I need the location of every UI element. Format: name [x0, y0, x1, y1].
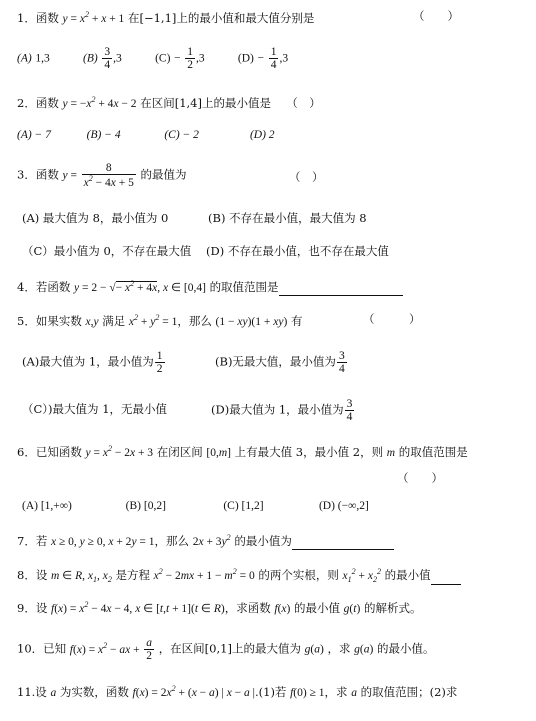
- q5-d-num: 3: [346, 398, 353, 410]
- q1-b-fraction: [102, 46, 112, 71]
- q4-stem: 4．若函数: [17, 280, 71, 294]
- q1-b-den: 4: [104, 59, 111, 72]
- q2-options: [17, 128, 517, 143]
- q10-mid2: ，求: [327, 641, 351, 656]
- q5-stem: 5．如果实数: [17, 314, 82, 328]
- q6-option-c: (C) [1,2]: [223, 500, 264, 512]
- q11-stem: 11.设: [17, 685, 47, 699]
- q8-condition: m ∈ R, $x_1$, $x_2$: [50, 570, 112, 584]
- q9-mid: ，求函数: [224, 601, 271, 615]
- q3-fraction: [82, 162, 136, 189]
- q1-c-num: 1: [187, 46, 193, 58]
- q2-line: [17, 95, 321, 112]
- q5-option-b: [215, 350, 348, 375]
- q2-paren: （ ）: [286, 96, 321, 110]
- q9-line: [17, 600, 421, 617]
- q2-option-d: (D) 2: [249, 129, 275, 141]
- q4-formula: y = 2 − √− $x^2 + 4x$, x ∈ [0,4]: [73, 279, 206, 294]
- q5-condition: $x^2 + y^2 = 1$: [128, 313, 178, 328]
- q11-a: a: [50, 687, 57, 699]
- q5-a-num: 1: [156, 350, 163, 362]
- q6-m: m: [386, 447, 396, 459]
- q1-c-label: (C): [155, 52, 171, 65]
- q1-d-label: (D): [237, 52, 254, 65]
- q6-option-b: (B) [0,2]: [125, 500, 166, 512]
- q1-b-label: (B): [83, 52, 98, 65]
- q11-tail: 的取值范围；(2)求: [360, 685, 458, 699]
- q3-denominator: $x^2 - 4x + 5$: [83, 174, 134, 190]
- q1-d-tail: ,3: [279, 52, 289, 65]
- q5-b-den: 4: [338, 363, 345, 376]
- q7-condition: x ≥ 0, y ≥ 0, x + 2y = 1: [50, 536, 155, 548]
- q4-line: [17, 279, 403, 296]
- q1-paren: （ ）: [413, 9, 459, 23]
- q5-option-c: （C）)最大值为 1，无最小值: [22, 402, 168, 416]
- q9-gt: g(t): [343, 603, 361, 615]
- q7-answer-blank: [292, 537, 394, 550]
- q1-line: [17, 10, 314, 27]
- q3-option-b: (B) 不存在最小值，最大值为 8: [208, 211, 367, 225]
- q6-interval: [0,m]: [206, 447, 231, 459]
- q1-d-den: 4: [270, 59, 277, 72]
- q1-d-sign: −: [257, 52, 265, 65]
- q11-formula: $f(x) = 2x^2 + (x - a)$ | x − a |: [132, 684, 255, 699]
- q5-tail: 有: [290, 314, 303, 328]
- q8-equation: $x^2 - 2mx + 1 - m^2 = 0$: [153, 567, 255, 582]
- q6-tail2: 的取值范围是: [398, 445, 468, 459]
- q6-option-d: (D) (−∞,2]: [318, 500, 369, 512]
- q7-line: 7．若 x ≥ 0, y ≥ 0, x + 2y = 1，那么 $2x + 3y^2$ 的最小值为: [17, 533, 394, 550]
- q5-vars: x,y: [85, 316, 99, 328]
- q11-line: [17, 684, 457, 701]
- q3-option-d: (D) 不存在最小值，也不存在最大值: [206, 244, 389, 258]
- q5-d-fraction: [345, 398, 355, 423]
- q5-b-num: 3: [338, 350, 345, 362]
- q3-stem: 3．函数: [17, 167, 59, 182]
- q3-tail: 的最值为: [140, 167, 187, 182]
- q2-option-b: (B) − 4: [86, 129, 121, 141]
- q5-mid2: ，那么: [177, 314, 212, 328]
- q5-a-fraction: [155, 350, 165, 375]
- q10-fraction: $\frac{a}{2}$: [146, 637, 153, 663]
- q3-option-a: (A) 最大值为 8，最小值为 0: [22, 211, 169, 225]
- q7-expression: $2x + 3y^2$: [192, 533, 231, 548]
- q6-option-a: (A) [1,+∞): [22, 500, 72, 512]
- q6-formula: $y = x^2 - 2x + 3$: [85, 444, 154, 459]
- q5-line: [17, 313, 302, 330]
- q10-ga: g(a): [304, 643, 324, 656]
- q11-mid: 为实数，函数: [59, 685, 129, 699]
- q2-mid: 在区间[1,4]上的最小值是: [140, 96, 271, 110]
- q6-options: [22, 499, 502, 514]
- q5-option-a: [22, 350, 166, 375]
- q1-b-tail: ,3: [113, 52, 122, 65]
- q3-numerator: 8: [82, 162, 136, 175]
- q3-line: [17, 162, 187, 189]
- q6-line: [17, 444, 468, 461]
- q9-formula: $f(x) = x^2 - 4x - 4$, x ∈ [t,t + 1](t ∈ R): [50, 600, 225, 615]
- q2-option-a: (A) − 7: [17, 129, 51, 141]
- q1-mid: 在[−1,1]上的最小值和最大值分别是: [127, 11, 315, 25]
- q3-y: y =: [62, 169, 77, 182]
- q5-d-text: (D)最大值为 1，最小值为: [211, 402, 344, 417]
- q9-fx: f(x): [274, 603, 291, 615]
- q1-options: [17, 46, 288, 71]
- q6-mid: 在闭区间: [156, 445, 203, 459]
- q11-mid3: ，求: [324, 685, 348, 699]
- q8-mid: 是方程: [115, 568, 150, 582]
- q11-mid2: .(1)若: [254, 685, 287, 699]
- q1-c-fraction: [185, 46, 195, 71]
- q8-answer-blank: [431, 572, 461, 585]
- q1-formula: $y = x^2 + x + 1$: [62, 10, 125, 25]
- q8-stem: 8．设: [17, 568, 48, 582]
- q11-condition: f(0) ≥ 1: [290, 687, 325, 699]
- q5-a-text: (A)最大值为 1，最小值为: [22, 354, 154, 369]
- q8-mid2: 的两个实根，则: [258, 568, 339, 582]
- q7-tail: 的最小值为: [234, 534, 292, 548]
- q1-c-sign: −: [174, 52, 181, 65]
- q10-mid: ，在区间[0,1]上的最大值为: [158, 641, 301, 656]
- q1-d-fraction: [269, 46, 279, 71]
- q1-stem: 1．函数: [17, 11, 59, 25]
- q5-expression: (1 − xy)(1 + xy): [215, 316, 288, 328]
- q1-a-label: (A): [17, 52, 32, 65]
- q9-stem: 9．设: [17, 601, 48, 615]
- q5-d-den: 4: [346, 411, 353, 424]
- q1-b-num: 3: [104, 46, 111, 58]
- q4-answer-blank: [279, 283, 403, 296]
- q5-paren: （ ）: [363, 312, 421, 326]
- q10-ga2: g(a): [354, 643, 374, 656]
- q10-formula: $f(x) = x^2$ − ax +: [69, 640, 140, 656]
- q11-a2: a: [351, 687, 357, 699]
- q7-stem: 7．若: [17, 534, 48, 548]
- q3-paren: （ ）: [289, 170, 324, 184]
- q2-option-c: (C) − 2: [164, 129, 199, 141]
- q5-mid1: 满足: [102, 314, 126, 328]
- q6-tail: 上有最大值 3，最小值 2，则: [234, 445, 384, 459]
- q10-tail: 的最小值。: [376, 641, 435, 656]
- q9-mid2: 的最小值: [294, 601, 341, 615]
- q1-c-den: 2: [187, 59, 193, 72]
- q1-c-tail: ,3: [195, 52, 205, 65]
- q1-d-num: 1: [270, 46, 277, 58]
- q10-stem: 10．已知: [17, 641, 67, 656]
- q8-tail: 的最小值: [384, 568, 431, 582]
- q10-line: [17, 637, 434, 662]
- q3-option-c: （C）最小值为 0，不存在最大值: [22, 244, 192, 258]
- q8-expression: $x_1^2 + x_2^2$: [342, 567, 381, 584]
- q5-b-text: (B)无最大值，最小值为: [215, 354, 336, 369]
- q6-paren: （ ）: [397, 471, 443, 485]
- q5-option-d: [211, 398, 355, 423]
- q8-line: [17, 567, 461, 585]
- q5-a-den: 2: [156, 363, 163, 376]
- q1-a-text: 1,3: [35, 52, 50, 65]
- q2-formula: $y = -x^2 + 4x - 2$: [62, 95, 137, 110]
- q5-b-fraction: [337, 350, 347, 375]
- q4-tail: 的取值范围是: [209, 280, 279, 294]
- q6-stem: 6．已知函数: [17, 445, 82, 459]
- q9-tail: 的解析式。: [363, 601, 422, 615]
- q2-stem: 2．函数: [17, 96, 59, 110]
